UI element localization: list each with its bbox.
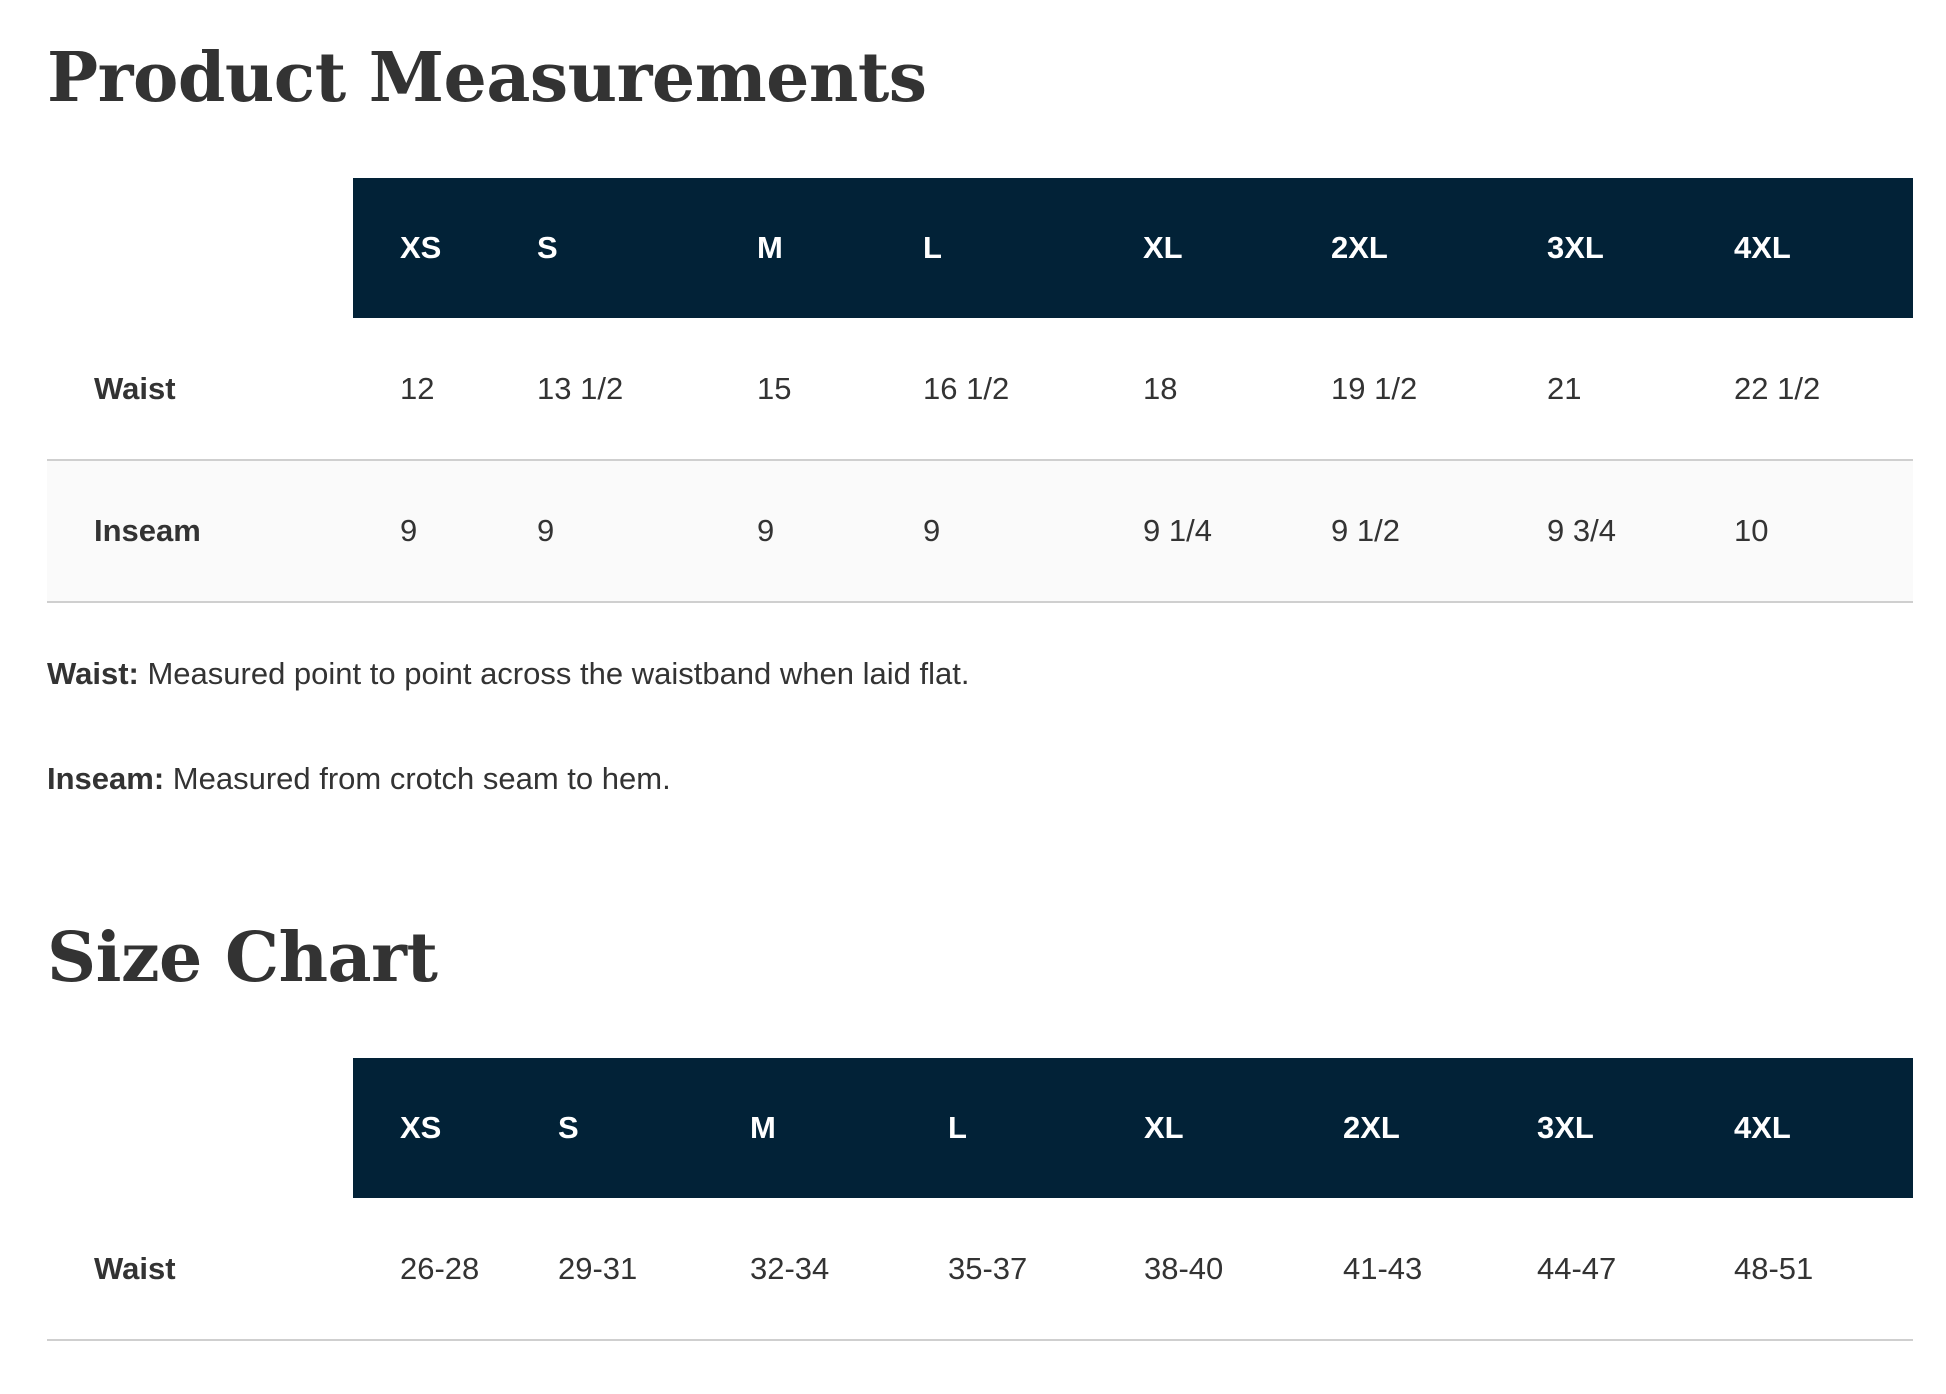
header-corner-cell xyxy=(47,1058,353,1198)
table-cell: 9 1/4 xyxy=(1143,513,1212,548)
table-row xyxy=(47,318,1913,460)
note-term-inseam: Inseam: xyxy=(47,761,165,796)
size-header-m: M xyxy=(739,178,923,318)
size-header-2xl: 2XL xyxy=(1332,1058,1526,1198)
row-label-waist: Waist xyxy=(94,370,176,406)
size-header-4xl: 4XL xyxy=(1723,1058,1913,1198)
table-cell: 16 1/2 xyxy=(923,370,1010,406)
row-label-waist: Waist xyxy=(94,1250,176,1286)
table-cell: 48-51 xyxy=(1734,1250,1814,1286)
size-header-l: L xyxy=(937,1058,1133,1198)
table-row xyxy=(47,460,1913,602)
waist-measurement-note xyxy=(47,655,969,692)
note-term-waist: Waist: xyxy=(47,656,139,691)
table-cell: 35-37 xyxy=(948,1250,1028,1286)
table-cell: 10 xyxy=(1734,513,1769,548)
table-cell: 9 xyxy=(923,513,941,548)
size-header-4xl: 4XL xyxy=(1711,178,1913,318)
header-corner-cell xyxy=(47,178,353,318)
size-header-s: S xyxy=(547,1058,739,1198)
size-header-l: L xyxy=(923,178,1125,318)
table-cell: 22 1/2 xyxy=(1734,370,1821,406)
size-chart-table xyxy=(47,1058,1913,1341)
size-chart-header-row xyxy=(47,1058,1913,1198)
size-chart-heading: Size Chart xyxy=(47,918,438,998)
table-cell: 15 xyxy=(757,370,792,406)
note-text-inseam: Measured from crotch seam to hem. xyxy=(164,761,671,796)
size-header-s: S xyxy=(537,178,739,318)
table-cell: 44-47 xyxy=(1537,1250,1617,1286)
size-header-xs: XS xyxy=(353,1058,547,1198)
table-cell: 32-34 xyxy=(750,1250,830,1286)
table-cell: 38-40 xyxy=(1144,1250,1224,1286)
size-header-3xl: 3XL xyxy=(1526,1058,1723,1198)
size-header-xs: XS xyxy=(353,178,537,318)
table-cell: 19 1/2 xyxy=(1331,370,1418,406)
size-header-2xl: 2XL xyxy=(1313,178,1516,318)
size-header-xl: XL xyxy=(1133,1058,1332,1198)
table-cell: 9 1/2 xyxy=(1331,513,1400,548)
table-cell: 21 xyxy=(1547,370,1582,406)
size-header-xl: XL xyxy=(1125,178,1313,318)
measurements-header-row xyxy=(47,178,1913,318)
product-measurements-heading: Product Measurements xyxy=(47,38,927,118)
table-cell: 26-28 xyxy=(400,1250,480,1286)
table-cell: 29-31 xyxy=(558,1250,638,1286)
table-cell: 9 xyxy=(400,513,418,548)
note-text-waist: Measured point to point across the waistband when laid flat. xyxy=(138,656,970,691)
size-header-m: M xyxy=(739,1058,937,1198)
table-cell: 9 xyxy=(537,513,555,548)
product-measurements-table xyxy=(47,178,1913,603)
table-cell: 12 xyxy=(400,370,435,406)
table-row xyxy=(47,1198,1913,1340)
inseam-measurement-note xyxy=(47,760,671,797)
table-cell: 13 1/2 xyxy=(537,370,624,406)
table-cell: 9 3/4 xyxy=(1547,513,1616,548)
row-label-inseam: Inseam xyxy=(94,513,201,548)
table-cell: 41-43 xyxy=(1343,1250,1423,1286)
table-cell: 9 xyxy=(757,513,775,548)
table-cell: 18 xyxy=(1143,370,1178,406)
size-header-3xl: 3XL xyxy=(1516,178,1711,318)
